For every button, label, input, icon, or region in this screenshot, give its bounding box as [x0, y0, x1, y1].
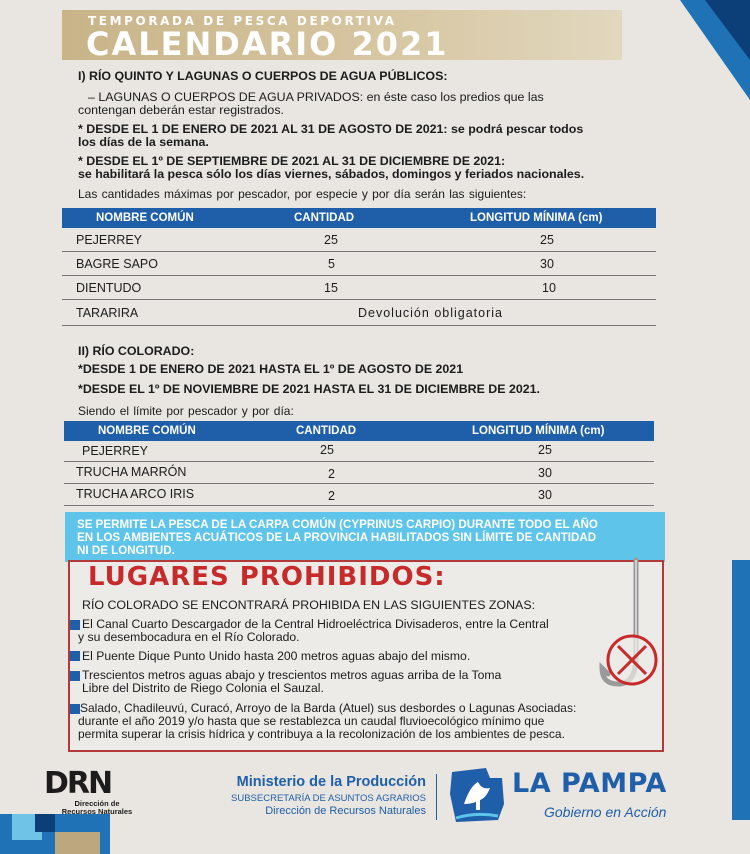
- bullet-icon: [70, 620, 80, 630]
- table-row: [62, 252, 656, 276]
- cell-qty: 2: [328, 467, 335, 481]
- cell-qty: 15: [324, 281, 338, 295]
- cell-qty: 2: [328, 489, 335, 503]
- table-header: [62, 208, 656, 228]
- header-subtitle: TEMPORADA DE PESCA DEPORTIVA: [88, 14, 397, 28]
- cell-qty: 25: [324, 233, 338, 247]
- zone4-line1: Salado, Chadileuvú, Curacó, Arroyo de la Barda (Atuel) sus desbordes o Lagunas Asociadas:: [80, 701, 577, 715]
- col-header-qty: CANTIDAD: [294, 212, 355, 224]
- page-title: CALENDARIO 2021: [86, 25, 449, 63]
- carp-notice-line1: SE PERMITE LA PESCA DE LA CARPA COMÚN (CYPRINUS CARPIO) DURANTE TODO EL AÑO: [77, 518, 598, 531]
- drn-caption: [52, 800, 142, 816]
- prohibited-title: LUGARES PROHIBIDOS:: [88, 562, 446, 592]
- cell-qty: 25: [320, 443, 334, 457]
- zone1-line1: El Canal Cuarto Descargador de la Central Hidroeléctrica Divisaderos, entre la Central: [82, 617, 549, 631]
- cell-name: PEJERREY: [76, 233, 142, 247]
- private-note-line1: – LAGUNAS O CUERPOS DE AGUA PRIVADOS: en éste caso los predios que las: [88, 90, 544, 104]
- cell-name: PEJERREY: [82, 444, 148, 458]
- government-slogan: Gobierno en Acción: [544, 804, 667, 820]
- bullet-icon: [70, 651, 80, 661]
- period2-line2: se habilitará la pesca sólo los días viernes, sábados, domingos y feriados nacionales.: [78, 167, 585, 181]
- la-pampa-map-icon: [446, 764, 508, 826]
- section2-period1: *DESDE 1 DE ENERO DE 2021 HASTA EL 1º DE AGOSTO DE 2021: [78, 362, 464, 376]
- footer-divider: [436, 774, 437, 820]
- zone1-line2: y su desembocadura en el Río Colorado.: [78, 630, 300, 644]
- section2-limits-intro: Siendo el límite por pescador y por día:: [78, 404, 294, 418]
- zone4-line2: durante el año 2019 y/o hasta que se restablezca un caudal fluvioecológico mínimo que: [78, 714, 545, 728]
- col-header-name: NOMBRE COMÚN: [98, 425, 196, 437]
- corner-square-navy: [35, 814, 55, 832]
- table-header: [64, 421, 654, 441]
- drn-logo: DRN: [44, 766, 112, 801]
- table-row: [64, 462, 654, 484]
- carp-notice-line3: NI DE LONGITUD.: [77, 544, 175, 557]
- cell-length: 25: [540, 233, 554, 247]
- no-fishing-hook-icon: [594, 556, 670, 696]
- table-row: [62, 276, 656, 300]
- private-note-line2: contengan deberán estar registrados.: [78, 103, 284, 117]
- section2-period2: *DESDE EL 1º DE NOVIEMBRE DE 2021 HASTA EL 31 DE DICIEMBRE DE 2021.: [78, 382, 540, 396]
- cell-name: TARARIRA: [76, 306, 139, 320]
- cell-length: 30: [538, 488, 552, 502]
- limits-table-rio-colorado: [64, 421, 654, 506]
- cell-name: DIENTUDO: [76, 281, 142, 295]
- table-row: [64, 441, 654, 462]
- limits-table-rio-quinto: [62, 208, 656, 326]
- zone3-line2: Libre del Distrito de Riego Colonia el Sauzal.: [82, 681, 324, 695]
- col-header-name: NOMBRE COMÚN: [96, 212, 194, 224]
- col-header-length: LONGITUD MÍNIMA (cm): [470, 212, 603, 224]
- side-stripe-right: [732, 560, 750, 820]
- cell-length: 25: [538, 443, 552, 457]
- cell-qty: 5: [328, 257, 335, 271]
- cell-length: 30: [538, 466, 552, 480]
- province-name: LA PAMPA: [512, 768, 667, 799]
- period1-line1: * DESDE EL 1 DE ENERO DE 2021 AL 31 DE AGOSTO DE 2021: se podrá pescar todos: [78, 122, 584, 136]
- table-row: [62, 228, 656, 252]
- zone4-line3: permita superar la crisis hídrica y contribuya a la recolonización de los ambientes de pesca.: [78, 727, 565, 741]
- prohibited-intro: RÍO COLORADO SE ENCONTRARÁ PROHIBIDA EN LAS SIGUIENTES ZONAS:: [82, 598, 536, 612]
- ministry-title: Ministerio de la Producción: [236, 774, 426, 790]
- zone2-line1: El Puente Dique Punto Unido hasta 200 metros aguas abajo del mismo.: [82, 649, 471, 663]
- drn-caption-line1: Dirección de: [74, 799, 120, 808]
- section2-heading: II) RÍO COLORADO:: [78, 344, 195, 358]
- section1-heading: I) RÍO QUINTO Y LAGUNAS O CUERPOS DE AGUA PÚBLICOS:: [78, 69, 448, 83]
- cell-length: 30: [540, 257, 554, 271]
- col-header-qty: CANTIDAD: [296, 425, 357, 437]
- bullet-icon: [70, 704, 80, 714]
- period2-line1: * DESDE EL 1º DE SEPTIEMBRE DE 2021 AL 31 DE DICIEMBRE DE 2021:: [78, 154, 506, 168]
- table-row: [62, 300, 656, 326]
- carp-notice-banner: [65, 512, 665, 562]
- direccion-label: Dirección de Recursos Naturales: [265, 805, 426, 817]
- table-row: [64, 484, 654, 506]
- subsecretaria-label: SUBSECRETARÍA DE ASUNTOS AGRARIOS: [231, 793, 426, 804]
- cell-name: TRUCHA ARCO IRIS: [76, 487, 195, 501]
- cell-return-note: Devolución obligatoria: [358, 306, 503, 320]
- col-header-length: LONGITUD MÍNIMA (cm): [472, 425, 605, 437]
- zone3-line1: Trescientos metros aguas abajo y trescientos metros aguas arriba de la Toma: [82, 668, 502, 682]
- limits-intro: Las cantidades máximas por pescador, por especie y por día serán las siguientes:: [78, 187, 527, 201]
- carp-notice-line2: EN LOS AMBIENTES ACUÁTICOS DE LA PROVINCIA HABILITADOS SIN LÍMITE DE CANTIDAD: [77, 531, 597, 544]
- cell-name: BAGRE SAPO: [76, 257, 158, 271]
- cell-length: 10: [542, 281, 556, 295]
- corner-square-gold: [55, 832, 100, 854]
- cell-name: TRUCHA MARRÓN: [76, 465, 187, 479]
- bullet-icon: [70, 671, 80, 681]
- period1-line2: los días de la semana.: [78, 135, 209, 149]
- drn-caption-line2: Recursos Naturales: [61, 807, 133, 816]
